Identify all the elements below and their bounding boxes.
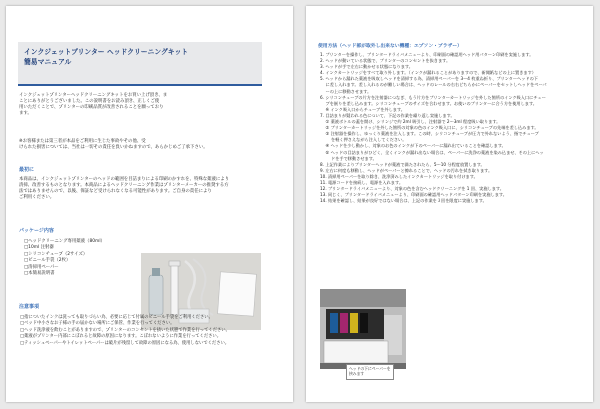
title-box — [18, 42, 262, 86]
step-line: ※ インク吸入口からチューブを外します。 — [320, 106, 405, 112]
step-line: を軽く押さえながら注入してください。 — [320, 137, 407, 143]
step-line: 9. 左右に何度も移動し、ヘッドがペーパーと擦れることで、ヘッドの汚れを拭き取ります。 — [320, 167, 493, 173]
intro-line: ことにありがとうございました。この説明書をお読み頂き、正しくご使 — [19, 99, 160, 105]
printer-head-photo — [320, 289, 406, 369]
note-item: □ベッド中小さなお子様の手の届かない場所にご保管、作業を行ってください。 — [20, 321, 175, 327]
note-item: □薬液がプリンター内部にこぼれると故障の原因になります。こぼれないように作業を行ってください。 — [20, 334, 222, 340]
package-item: □シリコンチューブ（2サイズ） — [24, 251, 88, 257]
step-line: ドを手で移動させます。 — [320, 155, 377, 161]
step-line: ④ ヘッドを少し動かし、対象のお色のインクが下のペーパーに漏れ出ていることを確認します。 — [320, 143, 506, 149]
package-item: □清掃用ペーパー — [24, 264, 59, 270]
intro-line: ます。 — [19, 111, 32, 117]
disclaimer-line: けられた損害については、当社は一切その責任を負いかねますので、あらかじめご了承下さい。 — [19, 145, 208, 151]
step-line: 14. 結果を確認し、結果が良好ではない場合は、上記の作業を３回を限度に実施します。 — [320, 198, 487, 204]
package-item: □10ml 注射器 — [24, 245, 54, 251]
package-item: □本簡易説明書 — [24, 271, 55, 277]
intro-line: インクジェットプリンターヘッドクリーニングキットをお買い上げ頂き、ま — [19, 93, 168, 98]
note-item: □指についたインクは洗っても取りづらい為、必要に応じて付属のビニール手袋をご利用ください。 — [20, 315, 213, 320]
intro-paragraph — [19, 93, 281, 117]
disclaimer-line: ※お客様または第三者が本品をご利用に生じた事故やその他、受 — [19, 139, 146, 144]
step-line: ブを嵌りを差し込みます。シリコンチューブのサイズを合わせます。お使いのプリンターに合う方を使用します。 — [320, 100, 537, 106]
package-item: □ビニール手袋（2枚） — [24, 258, 71, 264]
step-line: 6. シリコンチューブの片方を注射器につなぎ、もう片方をプリンターカートリッジを外した箇所のインク吸入口にチュー — [320, 94, 546, 100]
step-line: 2. ヘッドが動いている状態で、プリンターのコンセントを抜きます。 — [320, 58, 451, 64]
step-line: 11. 電源コードを接続し、電源を入れます。 — [320, 179, 404, 185]
usage-steps — [320, 52, 586, 204]
step-line: 3. ヘッドが手で左右に動かせる状態になります。 — [320, 64, 413, 70]
usage-heading: 使用方法（ヘッド部が取外し出来ない機種：エプソン・ブラザー） — [318, 44, 462, 49]
disclaimer — [19, 139, 284, 151]
note-item: □ティッシュペーパーやトイレットペーパーは破片が残留して故障の原因になる為、使用しないでください。 — [20, 340, 230, 346]
package-list — [24, 239, 139, 277]
step-line: ⑤ ヘッドの目詰まりがひどく、全くインクが漏れ出ない場合は、ペーパーに洗浄の薬液を染み込ませ、その上にヘッ — [320, 149, 544, 155]
caution-line: 清掃、改善するものとなります。本商品によるヘッドクリーニング作業はプリンターメーカーの推奨する方 — [19, 183, 229, 189]
caution-line: ご利用ください。 — [19, 195, 55, 201]
step-line: 5. ヘッドから漏れた薬液を吸収しヘッドを清掃する為、清掃用ペーパーを 3〜4 枚重ね折り、プリンターヘッドの下 — [320, 76, 538, 82]
notes-list — [20, 315, 285, 347]
photo-caption: ヘッドの下にペーパーを挟みます — [346, 364, 394, 380]
page-title: インクジェットプリンター ヘッドクリーニングキット — [24, 48, 189, 56]
step-line: 7. 目詰まりが疑われる色について、下記の作業を繰り返し実施します。 — [320, 112, 455, 118]
title-underline — [18, 84, 262, 86]
step-line: 12. プリンタードライバメニューより、対象の色を含むヘッドクリーニングを 1 回、実施します。 — [320, 186, 504, 192]
step-line: 13. 同じく、プリンタードライバメニューより、印刷面の確認用ヘッドパターン印刷を実施します。 — [320, 192, 507, 198]
step-line: 1. プリンターを操作し、プリンタードライバメニューより、印刷面の確認用ヘッド用パターン印刷を実施します。 — [320, 52, 534, 57]
step-line: ③ 注射器を操作し、ゆっくり薬液を注入します。この時、シリコンチューブが圧力で外れないよう、指でチューブ — [320, 131, 539, 137]
package-heading: パッケージ内容 — [19, 228, 54, 234]
package-item: □ヘッドクリーニング専用薬液（80ml） — [24, 239, 105, 244]
step-line: 8. 上記作業によりプリンターヘッドが薬液で満たされたら、5〜10 分程度放置します。 — [320, 161, 485, 167]
manual-page-right — [306, 6, 593, 402]
manual-page-left — [6, 6, 293, 402]
note-item: □ヘッド洗浄液を飲むことがありますので、プリンターのコンセントを抜いた状態で作業を行ってください。 — [20, 327, 230, 333]
caution-line: 法ではありませんので、以後、保証など受けられなくなる可能性があります。ご自身の責任により — [19, 189, 212, 195]
step-line: 4. インクカートリッジをすべて取り外します。（インクが漏れることがありますので、新聞紙などの上に置きます） — [320, 70, 536, 76]
caution-paragraph — [19, 177, 287, 201]
caution-heading: 最初に — [19, 167, 35, 173]
step-line: に差し入れます。差し入れるのが難しい場合は、ヘッドのレールの右右どちらかにペーパーをセットしヘッドをペーパ — [320, 82, 547, 88]
page-subtitle: 簡易マニュアル — [24, 58, 72, 66]
step-line: 10. 清掃用ペーパーを取り除き、洗浄済みしたインクカートリッジを取り付けます。 — [320, 173, 478, 179]
step-line: ① 薬液ボトルの蓋を開け、シリンジで約 2ml 吸引し、注射器で 2〜3ml 程度吸い取ります。 — [320, 119, 501, 125]
step-line: ーの上に移動させます。 — [320, 88, 372, 94]
intro-line: 用いただくことで、プリンターの印刷品質が改善されることを願っており — [19, 105, 164, 111]
caution-line: 本商品は、インクジェットプリンターのヘッドの範囲を目詰まりによる印刷のかすれを、特殊な薬液により — [19, 177, 230, 182]
notes-heading: 注意事項 — [19, 304, 40, 310]
step-line: ② プリンターカートリッジを外した箇所の対象の色のインク吸入口に、シリコンチューブの先端を差し込みます。 — [320, 125, 539, 131]
